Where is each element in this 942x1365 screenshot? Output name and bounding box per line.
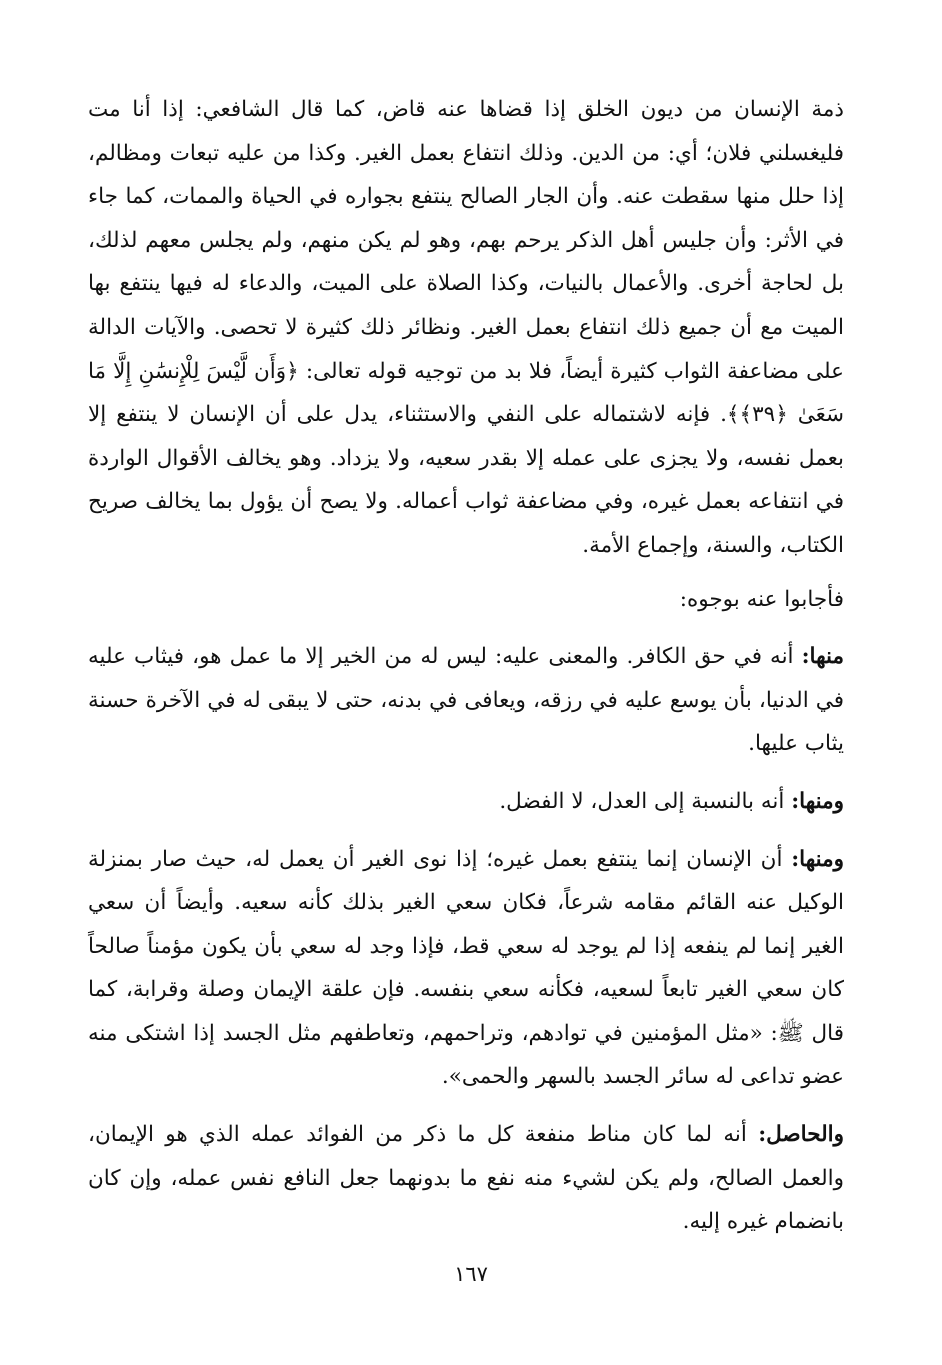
answer-second-text: أنه بالنسبة إلى العدل، لا الفضل. <box>499 788 792 814</box>
answer-first-text: أنه في حق الكافر. والمعنى عليه: ليس له من الخير إلا ما عمل هو، فيثاب عليه في الدنيا، بأن يوسع عليه في رزقه، ويعافى في بدنه، حتى لا يبقى له في الآخرة حسنة يثاب عليها. <box>88 644 844 757</box>
answer-first-lead: منها: <box>801 644 844 670</box>
answer-second-lead: ومنها: <box>791 788 844 814</box>
page-body <box>88 88 844 1244</box>
answer-second <box>88 780 844 824</box>
answer-first <box>88 635 844 766</box>
opening-paragraph: ذمة الإنسان من ديون الخلق إذا قضاها عنه قاض، كما قال الشافعي: إذا أنا مت فليغسلني فلان؛ أي: من الدين. وذلك انتفاع بعمل الغير. وكذا من عليه تبعات ومظالم، إذا حلل منها سقطت عنه. وأن الجار الصالح ينتفع بجواره في الحياة والممات، كما جاء في الأثر: وأن جليس أهل الذكر يرحم بهم، وهو لم يكن منهم، ولم يجلس معهم لذلك، بل لحاجة أخرى. والأعمال بالنيات، وكذا الصلاة على الميت، والدعاء له فيها ينتفع بها الميت مع أن جميع ذلك انتفاع بعمل الغير. ونظائر ذلك كثيرة لا تحصى. والآيات الدالة على مضاعفة الثواب كثيرة أيضاً، فلا بد من توجيه قوله تعالى: ﴿وَأَن لَّيْسَ لِلْإِنسَٰنِ إِلَّا مَا سَعَىٰ ﴿٣٩﴾﴾. فإنه لاشتماله على النفي والاستثناء، يدل على أن الإنسان لا ينتفع إلا بعمل نفسه، ولا يجزى على عمله إلا بقدر سعيه، ولا يزداد. وهو يخالف الأقوال الواردة في انتفاعه بعمل غيره، وفي مضاعفة ثواب أعماله. ولا يصح أن يؤول بما يخالف صريح الكتاب، والسنة، وإجماع الأمة. <box>88 97 844 558</box>
answer-third-lead: ومنها: <box>791 846 844 872</box>
conclusion <box>88 1113 844 1244</box>
conclusion-text: أنه لما كان مناط منفعة كل ما ذكر من الفوائد عمله الذي هو الإيمان، والعمل الصالح، ولم يكن لشيء منه نفع ما بدونهما جعل النافع نفس عمله، وإن كان بانضمام غيره إليه. <box>88 1122 844 1235</box>
conclusion-lead: والحاصل: <box>758 1122 844 1148</box>
answer-third <box>88 838 844 1100</box>
answers-intro: فأجابوا عنه بوجوه: <box>679 586 844 612</box>
page-number: ١٦٧ <box>454 1262 488 1286</box>
answer-third-text: أن الإنسان إنما ينتفع بعمل غيره؛ إذا نوى الغير أن يعمل له، حيث صار بمنزلة الوكيل عنه القائم مقامه شرعاً، فكان سعي الغير بذلك كأنه سعيه. وأيضاً أن سعي الغير إنما لم ينفعه إذا لم يوجد له سعي قط، فإذا وجد له سعي بأن يكون مؤمناً صالحاً كان سعي الغير تابعاً لسعيه، فكأنه سعي بنفسه. فإن علقة الإيمان وصلة وقرابة، كما قال ﷺ: «مثل المؤمنين في توادهم، وتراحمهم، وتعاطفهم مثل الجسد إذا اشتكى منه عضو تداعى له سائر الجسد بالسهر والحمى». <box>88 846 844 1090</box>
